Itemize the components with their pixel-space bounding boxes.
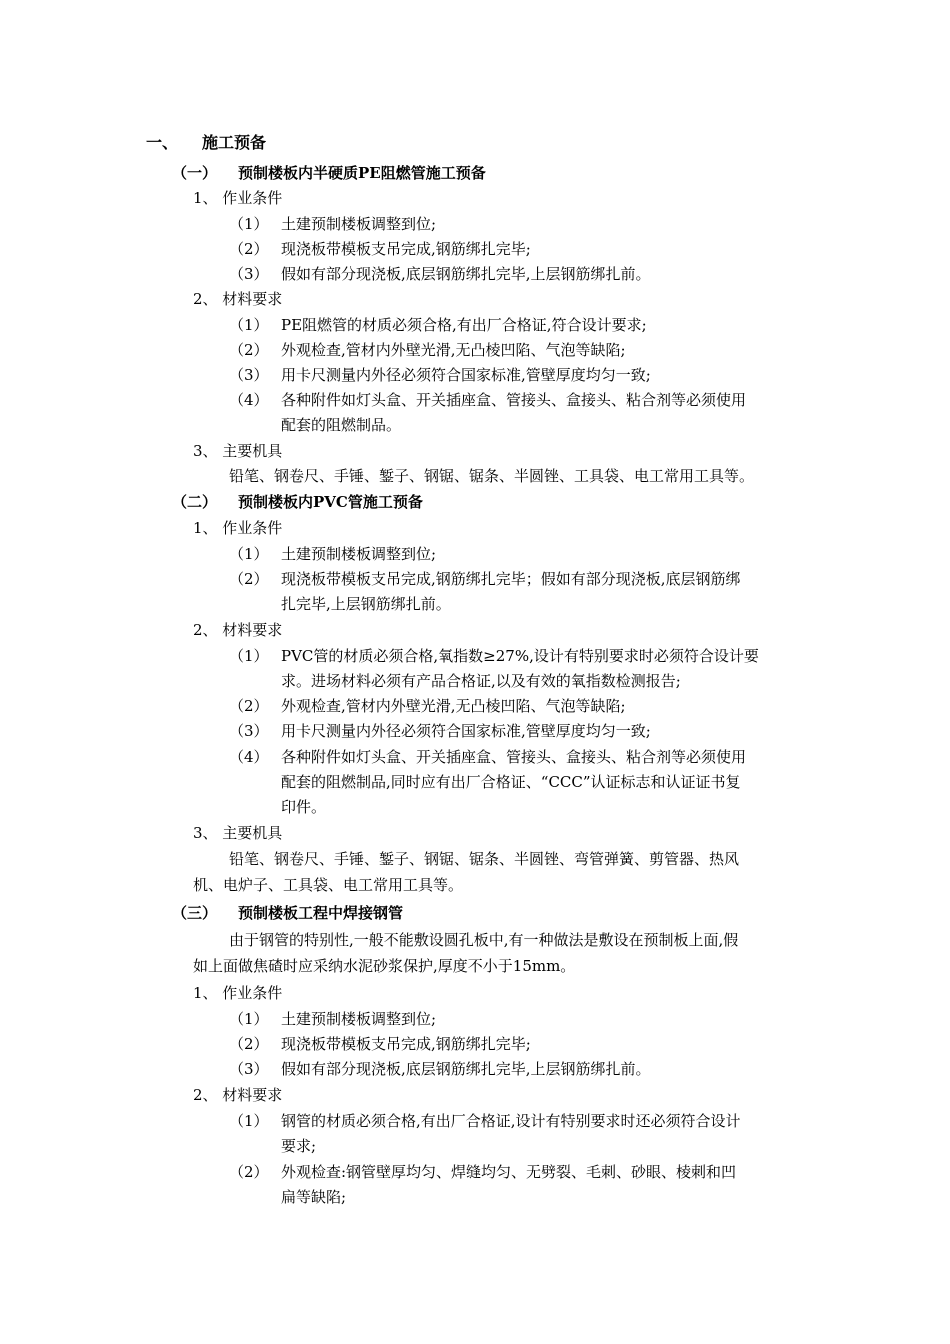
- sub2-tools-label: 3、 主要机具: [193, 824, 283, 842]
- sub2-mat-1-text-line1: PVC管的材质必须合格,氧指数≥27%,设计有特别要求时必须符合设计要: [281, 647, 759, 665]
- section-title: 施工预备: [202, 133, 267, 152]
- sub2-mat-3-num: （3）: [229, 722, 269, 740]
- sub3-mat-1-text-line1: 钢管的材质必须合格,有出厂合格证,设计有特别要求时还必须符合设计: [281, 1112, 741, 1130]
- sub3-cond-2-text: 现浇板带模板支吊完成,钢筋绑扎完毕;: [281, 1035, 531, 1053]
- sub3-intro-line2: 如上面做焦碴时应采纳水泥砂浆保护,厚度不小于15mm。: [193, 957, 576, 975]
- sub2-mat-4-text-line3: 印件。: [281, 798, 327, 816]
- sub1-cond-3-num: （3）: [229, 265, 269, 283]
- sub2-mat-4-num: （4）: [229, 748, 269, 766]
- sub3-cond-label: 1、 作业条件: [193, 984, 283, 1002]
- sub2-mat-2-num: （2）: [229, 697, 269, 715]
- sub2-cond-2-text-line2: 扎完毕,上层钢筋绑扎前。: [281, 595, 451, 613]
- sub1-cond-3-text: 假如有部分现浇板,底层钢筋绑扎完毕,上层钢筋绑扎前。: [281, 265, 651, 283]
- sub1-mat-1-text: PE阻燃管的材质必须合格,有出厂合格证,符合设计要求;: [281, 316, 647, 334]
- sub2-title: 预制楼板内PVC管施工预备: [238, 493, 423, 511]
- sub2-cond-label: 1、 作业条件: [193, 519, 283, 537]
- sub1-mat-4-text-line2: 配套的阻燃制品。: [281, 416, 402, 434]
- sub2-mat-label: 2、 材料要求: [193, 621, 283, 639]
- sub1-cond-1-text: 土建预制楼板调整到位;: [281, 215, 437, 233]
- sub3-mat-1-num: （1）: [229, 1112, 269, 1130]
- sub1-mat-1-num: （1）: [229, 316, 269, 334]
- sub1-mat-label: 2、 材料要求: [193, 290, 283, 308]
- sub3-title: 预制楼板工程中焊接钢管: [238, 904, 404, 922]
- sub1-mat-3-num: （3）: [229, 366, 269, 384]
- section-number: 一、: [146, 133, 179, 152]
- sub1-number: （一）: [172, 164, 218, 182]
- sub2-cond-2-text-line1: 现浇板带模板支吊完成,钢筋绑扎完毕；假如有部分现浇板,底层钢筋绑: [281, 570, 741, 588]
- sub1-cond-2-num: （2）: [229, 240, 269, 258]
- sub1-mat-3-text: 用卡尺测量内外径必须符合国家标准,管壁厚度均匀一致;: [281, 366, 651, 384]
- sub2-cond-1-num: （1）: [229, 545, 269, 563]
- sub2-mat-1-text-line2: 求。进场材料必须有产品合格证,以及有效的氧指数检测报告;: [281, 672, 681, 690]
- sub1-cond-2-text: 现浇板带模板支吊完成,钢筋绑扎完毕;: [281, 240, 531, 258]
- sub2-tools-text-line1: 铅笔、钢卷尺、手锤、錾子、钢锯、锯条、半圆锉、弯管弹簧、剪管器、热风: [229, 850, 740, 868]
- sub3-cond-1-text: 土建预制楼板调整到位;: [281, 1010, 437, 1028]
- sub3-intro-line1: 由于钢管的特别性,一般不能敷设圆孔板中,有一种做法是敷设在预制板上面,假: [229, 931, 739, 949]
- sub1-tools-text: 铅笔、钢卷尺、手锤、錾子、钢锯、锯条、半圆锉、工具袋、电工常用工具等。: [229, 467, 755, 485]
- sub2-mat-1-num: （1）: [229, 647, 269, 665]
- sub1-title: 预制楼板内半硬质PE阻燃管施工预备: [238, 164, 486, 182]
- sub1-tools-label: 3、 主要机具: [193, 442, 283, 460]
- sub1-mat-4-num: （4）: [229, 391, 269, 409]
- sub1-mat-4-text-line1: 各种附件如灯头盒、开关插座盒、管接头、盒接头、粘合剂等必须使用: [281, 391, 747, 409]
- sub1-cond-label: 1、 作业条件: [193, 189, 283, 207]
- sub1-cond-1-num: （1）: [229, 215, 269, 233]
- sub2-mat-3-text: 用卡尺测量内外径必须符合国家标准,管壁厚度均匀一致;: [281, 722, 651, 740]
- sub3-mat-label: 2、 材料要求: [193, 1086, 283, 1104]
- sub3-number: （三）: [172, 904, 218, 922]
- sub2-cond-1-text: 土建预制楼板调整到位;: [281, 545, 437, 563]
- sub1-mat-2-num: （2）: [229, 341, 269, 359]
- sub2-mat-4-text-line2: 配套的阻燃制品,同时应有出厂合格证、“CCC”认证标志和认证证书复: [281, 773, 741, 791]
- sub2-number: （二）: [172, 493, 218, 511]
- sub3-cond-3-num: （3）: [229, 1060, 269, 1078]
- sub2-mat-4-text-line1: 各种附件如灯头盒、开关插座盒、管接头、盒接头、粘合剂等必须使用: [281, 748, 747, 766]
- sub3-mat-1-text-line2: 要求;: [281, 1137, 317, 1155]
- sub3-cond-1-num: （1）: [229, 1010, 269, 1028]
- sub3-mat-2-num: （2）: [229, 1163, 269, 1181]
- sub3-mat-2-text-line1: 外观检查:钢管壁厚均匀、焊缝均匀、无劈裂、毛刺、砂眼、棱刺和凹: [281, 1163, 737, 1181]
- sub1-mat-2-text: 外观检查,管材内外壁光滑,无凸棱凹陷、气泡等缺陷;: [281, 341, 626, 359]
- sub2-mat-2-text: 外观检查,管材内外壁光滑,无凸棱凹陷、气泡等缺陷;: [281, 697, 626, 715]
- sub2-cond-2-num: （2）: [229, 570, 269, 588]
- sub3-cond-3-text: 假如有部分现浇板,底层钢筋绑扎完毕,上层钢筋绑扎前。: [281, 1060, 651, 1078]
- sub2-tools-text-line2: 机、电炉子、工具袋、电工常用工具等。: [193, 876, 464, 894]
- sub3-mat-2-text-line2: 扁等缺陷;: [281, 1188, 347, 1206]
- sub3-cond-2-num: （2）: [229, 1035, 269, 1053]
